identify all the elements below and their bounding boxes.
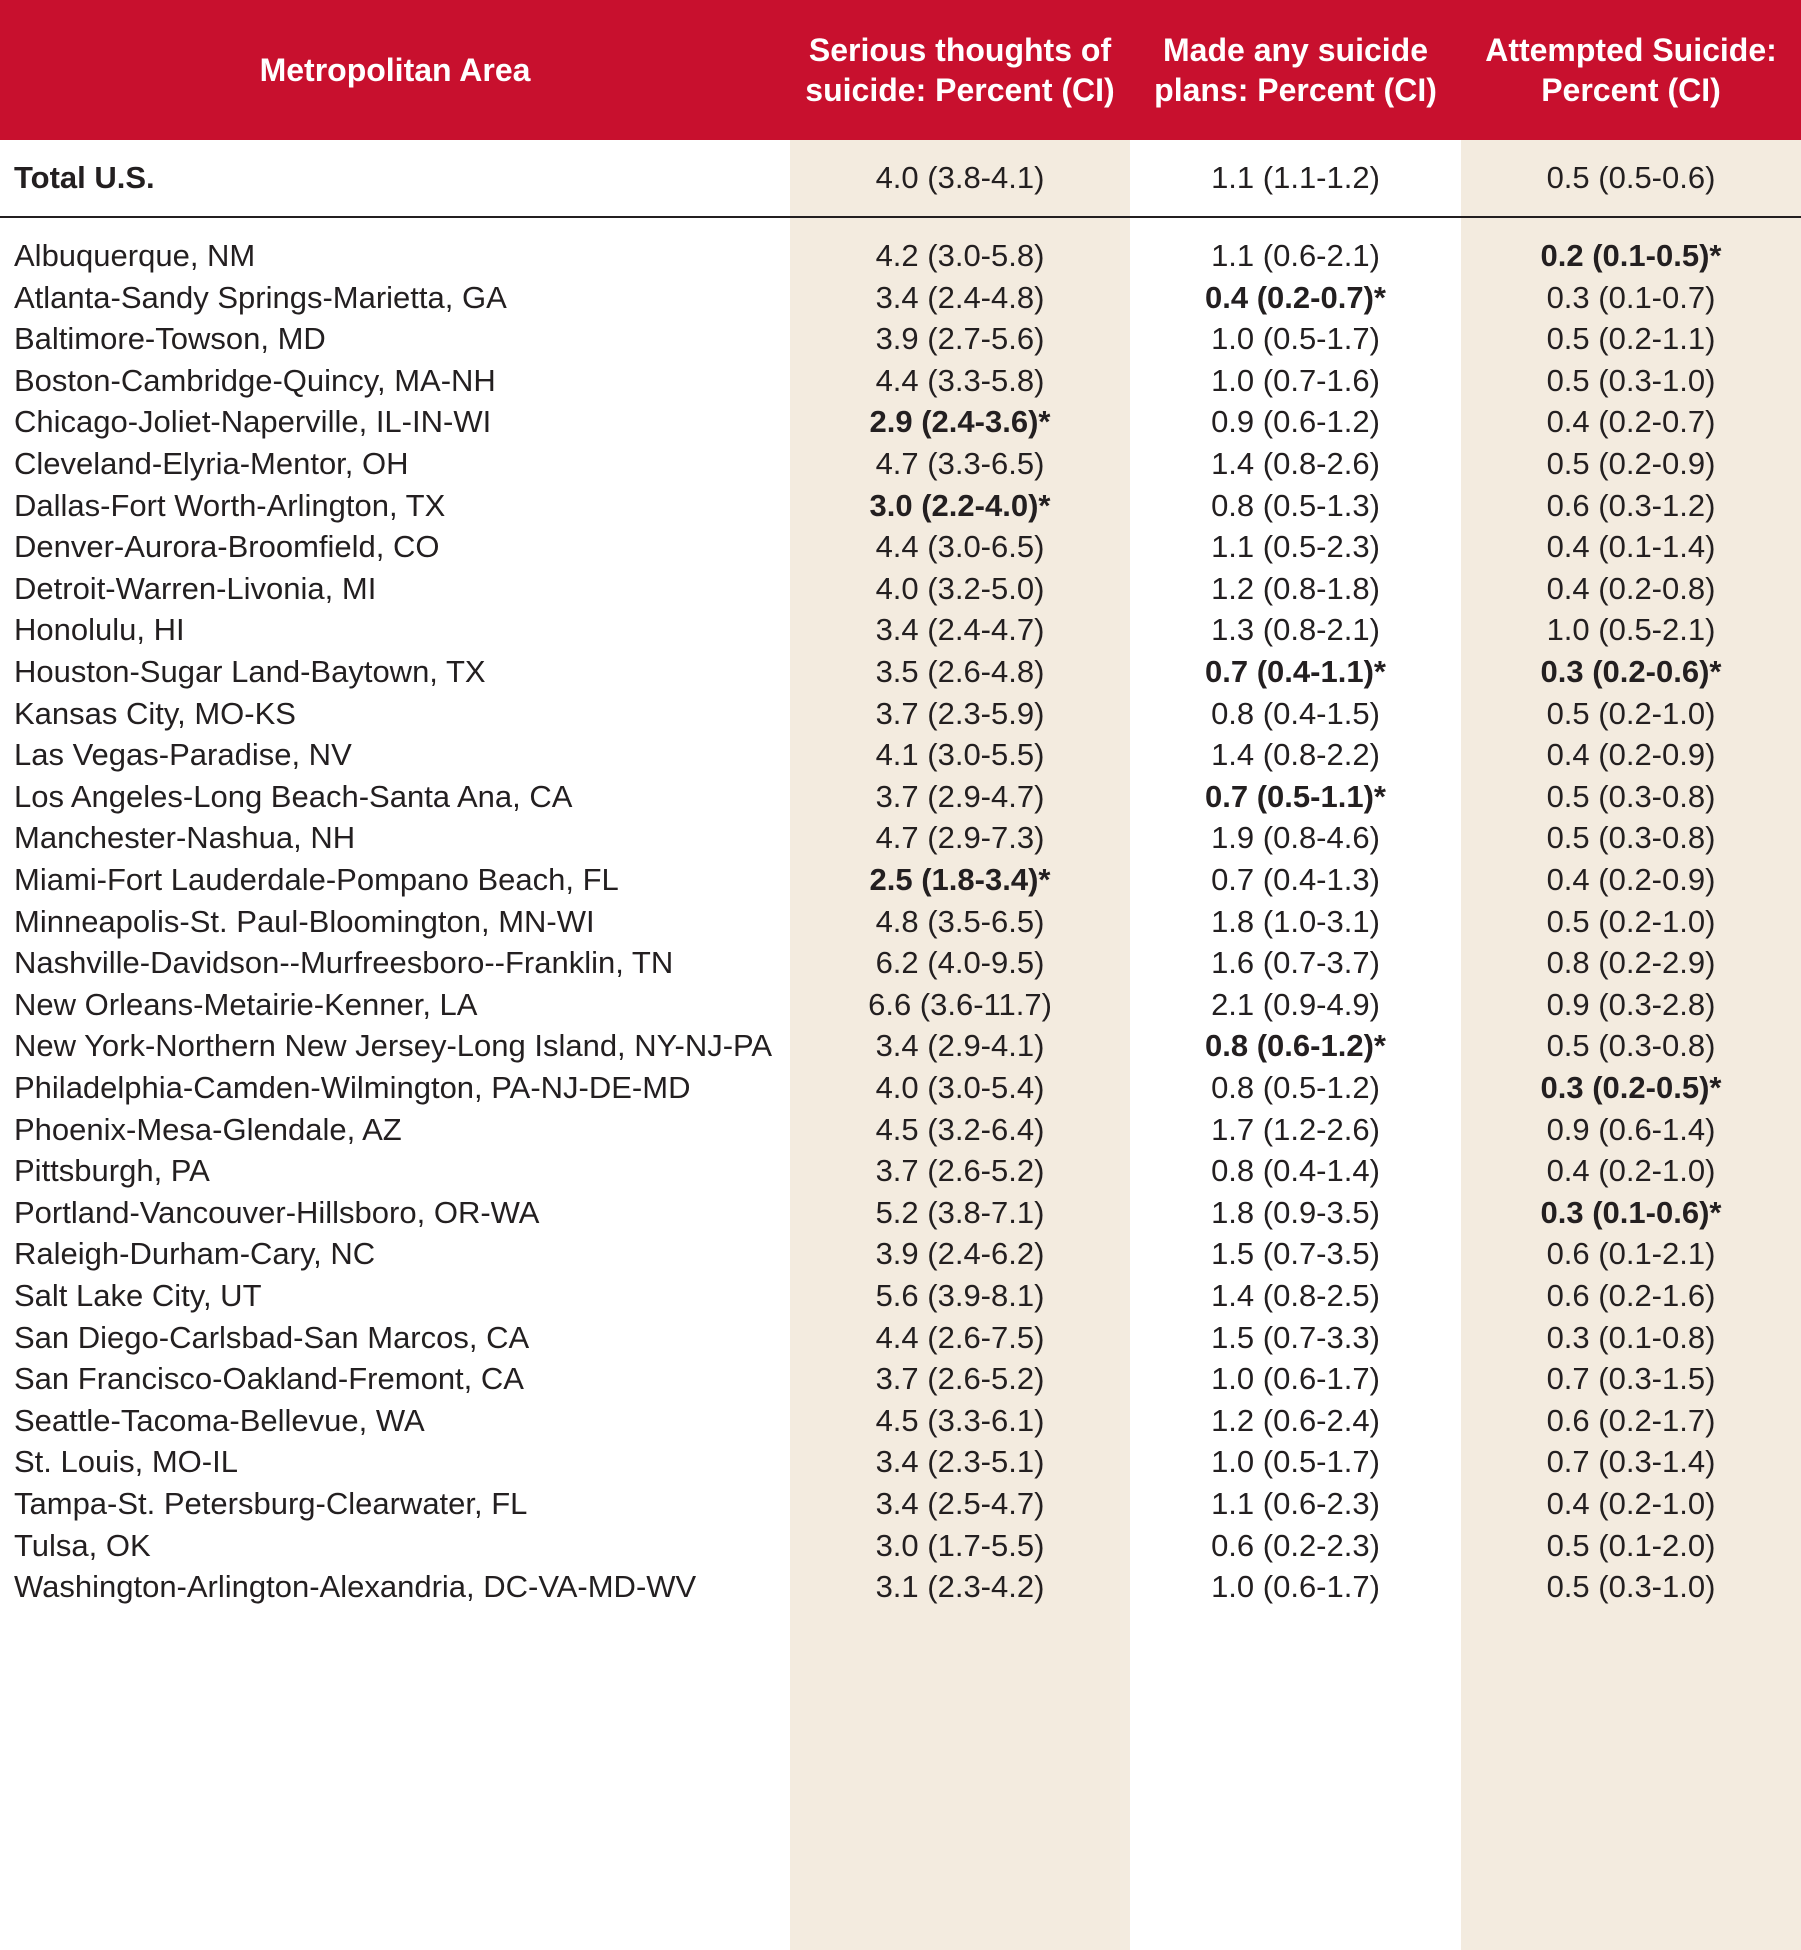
cell-plans: 0.7 (0.4-1.1)* (1205, 654, 1386, 689)
cell-thoughts: 3.5 (2.6-4.8) (875, 654, 1045, 689)
cell-attempted: 0.6 (0.2-1.6) (1546, 1278, 1716, 1313)
cell-plans: 0.8 (0.6-1.2)* (1205, 1028, 1386, 1064)
cell-area: Washington-Arlington-Alexandria, DC-VA-MD-WV (14, 1569, 697, 1605)
cell-attempted: 0.5 (0.3-1.0) (1546, 1569, 1716, 1605)
cell-thoughts: 5.2 (3.8-7.1) (875, 1194, 1045, 1230)
cell-area: San Diego-Carlsbad-San Marcos, CA (14, 1319, 530, 1355)
cell-plans: 0.7 (0.5-1.1)* (1205, 778, 1386, 814)
cell-thoughts: 4.4 (3.0-6.5) (875, 529, 1045, 565)
cell-thoughts: 3.4 (2.9-4.1) (875, 1028, 1045, 1064)
cell-attempted: 0.3 (0.2-0.6)* (1540, 654, 1722, 689)
header-attempted-suicide: Attempted Suicide: Percent (CI) (1485, 32, 1777, 108)
cell-thoughts: 6.6 (3.6-11.7) (868, 986, 1052, 1022)
cell-plans: 1.8 (0.9-3.5) (1211, 1194, 1380, 1230)
cell-thoughts: 3.1 (2.3-4.2) (875, 1569, 1045, 1605)
cell-attempted: 0.6 (0.3-1.2) (1546, 487, 1716, 523)
cell-plans: 1.1 (0.6-2.3) (1211, 1486, 1380, 1521)
cell-plans: 0.8 (0.4-1.4) (1211, 1153, 1380, 1189)
cell-attempted: 0.5 (0.2-0.9) (1546, 446, 1716, 481)
cell-area: San Francisco-Oakland-Fremont, CA (14, 1361, 524, 1397)
cell-attempted: 0.8 (0.2-2.9) (1546, 945, 1716, 981)
cell-plans: 1.0 (0.6-1.7) (1211, 1361, 1380, 1397)
cell-thoughts: 6.2 (4.0-9.5) (875, 945, 1045, 981)
cell-attempted: 0.4 (0.2-1.0) (1546, 1153, 1716, 1189)
total-plans: 1.1 (1.1-1.2) (1211, 160, 1380, 195)
cell-plans: 1.0 (0.7-1.6) (1211, 362, 1380, 398)
cell-attempted: 0.3 (0.1-0.8) (1546, 1319, 1716, 1355)
cell-plans: 1.0 (0.6-1.7) (1211, 1569, 1380, 1605)
cell-area: Tampa-St. Petersburg-Clearwater, FL (14, 1486, 528, 1521)
cell-area: New Orleans-Metairie-Kenner, LA (14, 986, 478, 1022)
cell-area: Nashville-Davidson--Murfreesboro--Franklin, TN (14, 945, 674, 981)
cell-attempted: 0.5 (0.1-2.0) (1546, 1527, 1716, 1563)
cell-attempted: 0.5 (0.2-1.0) (1546, 903, 1716, 939)
cell-area: Las Vegas-Paradise, NV (14, 737, 352, 773)
cell-attempted: 0.4 (0.2-0.7) (1546, 404, 1716, 440)
cell-plans: 1.0 (0.5-1.7) (1211, 1444, 1380, 1480)
cell-attempted: 0.3 (0.1-0.7) (1546, 279, 1716, 315)
cell-plans: 0.9 (0.6-1.2) (1211, 404, 1380, 440)
cell-area: Portland-Vancouver-Hillsboro, OR-WA (14, 1194, 540, 1230)
cell-thoughts: 4.1 (3.0-5.5) (875, 737, 1045, 773)
cell-attempted: 0.5 (0.3-0.8) (1546, 820, 1716, 856)
cell-thoughts: 3.4 (2.4-4.7) (875, 612, 1045, 648)
cell-plans: 1.4 (0.8-2.5) (1211, 1278, 1380, 1313)
cell-area: Philadelphia-Camden-Wilmington, PA-NJ-DE-MD (14, 1070, 691, 1105)
cell-thoughts: 3.0 (1.7-5.5) (875, 1527, 1045, 1563)
cell-plans: 1.1 (0.6-2.1) (1211, 238, 1380, 273)
cell-thoughts: 3.4 (2.5-4.7) (875, 1486, 1045, 1521)
total-separator (0, 216, 1801, 218)
cell-attempted: 0.9 (0.6-1.4) (1546, 1111, 1716, 1147)
cell-area: Los Angeles-Long Beach-Santa Ana, CA (14, 778, 573, 814)
cell-area: Cleveland-Elyria-Mentor, OH (14, 446, 409, 481)
cell-thoughts: 4.7 (3.3-6.5) (875, 446, 1045, 481)
cell-plans: 1.9 (0.8-4.6) (1211, 820, 1380, 856)
cell-plans: 1.8 (1.0-3.1) (1211, 903, 1380, 939)
cell-attempted: 0.5 (0.3-1.0) (1546, 362, 1716, 398)
cell-thoughts: 3.0 (2.2-4.0)* (869, 487, 1051, 523)
cell-area: Tulsa, OK (14, 1527, 151, 1563)
cell-area: Minneapolis-St. Paul-Bloomington, MN-WI (14, 903, 595, 939)
cell-plans: 1.3 (0.8-2.1) (1211, 612, 1380, 648)
cell-thoughts: 2.5 (1.8-3.4)* (869, 862, 1051, 897)
cell-attempted: 0.9 (0.3-2.8) (1546, 986, 1716, 1022)
cell-plans: 1.2 (0.8-1.8) (1211, 570, 1380, 606)
cell-plans: 1.4 (0.8-2.6) (1211, 446, 1380, 481)
cell-attempted: 0.7 (0.3-1.4) (1546, 1444, 1716, 1480)
header-suicide-plans: Made any suicide plans: Percent (CI) (1154, 32, 1437, 108)
cell-area: Honolulu, HI (14, 612, 185, 648)
cell-thoughts: 4.8 (3.5-6.5) (875, 903, 1045, 939)
cell-area: Boston-Cambridge-Quincy, MA-NH (14, 362, 496, 398)
cell-thoughts: 3.9 (2.7-5.6) (875, 321, 1045, 357)
total-row (0, 152, 1801, 204)
cell-area: New York-Northern New Jersey-Long Island, NY-NJ-PA (14, 1028, 773, 1064)
cell-plans: 0.8 (0.5-1.2) (1211, 1070, 1380, 1105)
cell-attempted: 0.5 (0.2-1.1) (1546, 321, 1716, 357)
cell-area: Phoenix-Mesa-Glendale, AZ (14, 1111, 402, 1147)
table-header (0, 0, 1801, 140)
cell-attempted: 0.7 (0.3-1.5) (1546, 1361, 1716, 1397)
cell-area: Salt Lake City, UT (14, 1278, 262, 1313)
cell-plans: 1.1 (0.5-2.3) (1211, 529, 1380, 565)
cell-thoughts: 4.2 (3.0-5.8) (875, 238, 1045, 273)
cell-attempted: 0.5 (0.3-0.8) (1546, 1028, 1716, 1064)
cell-thoughts: 3.7 (2.6-5.2) (875, 1361, 1045, 1397)
cell-thoughts: 4.4 (3.3-5.8) (875, 362, 1045, 398)
cell-thoughts: 4.5 (3.3-6.1) (875, 1402, 1045, 1438)
cell-plans: 0.8 (0.4-1.5) (1211, 695, 1380, 731)
cell-thoughts: 2.9 (2.4-3.6)* (869, 404, 1051, 440)
cell-thoughts: 4.4 (2.6-7.5) (875, 1319, 1045, 1355)
cell-area: Chicago-Joliet-Naperville, IL-IN-WI (14, 404, 492, 440)
cell-attempted: 1.0 (0.5-2.1) (1546, 612, 1716, 648)
cell-plans: 1.5 (0.7-3.3) (1211, 1319, 1380, 1355)
cell-area: Miami-Fort Lauderdale-Pompano Beach, FL (14, 862, 619, 897)
cell-thoughts: 3.9 (2.4-6.2) (875, 1236, 1045, 1272)
cell-area: Detroit-Warren-Livonia, MI (14, 570, 377, 606)
table-row (0, 1561, 1801, 1613)
cell-thoughts: 3.7 (2.3-5.9) (875, 695, 1045, 731)
cell-thoughts: 3.7 (2.6-5.2) (875, 1153, 1045, 1189)
cell-thoughts: 5.6 (3.9-8.1) (875, 1278, 1045, 1313)
cell-area: Atlanta-Sandy Springs-Marietta, GA (14, 279, 507, 315)
total-attempted: 0.5 (0.5-0.6) (1546, 160, 1716, 195)
cell-plans: 1.0 (0.5-1.7) (1211, 321, 1380, 357)
cell-attempted: 0.5 (0.3-0.8) (1546, 778, 1716, 814)
cell-area: Kansas City, MO-KS (14, 695, 296, 731)
cell-thoughts: 4.0 (3.0-5.4) (875, 1070, 1045, 1105)
cell-attempted: 0.6 (0.1-2.1) (1546, 1236, 1716, 1272)
cell-area: Pittsburgh, PA (14, 1153, 210, 1189)
cell-plans: 2.1 (0.9-4.9) (1211, 986, 1380, 1022)
cell-plans: 1.5 (0.7-3.5) (1211, 1236, 1380, 1272)
cell-area: St. Louis, MO-IL (14, 1444, 238, 1480)
cell-attempted: 0.3 (0.2-0.5)* (1540, 1070, 1722, 1105)
cell-attempted: 0.4 (0.2-0.9) (1546, 862, 1716, 897)
cell-area: Dallas-Fort Worth-Arlington, TX (14, 487, 446, 523)
cell-attempted: 0.4 (0.2-0.8) (1546, 570, 1716, 606)
cell-attempted: 0.6 (0.2-1.7) (1546, 1402, 1716, 1438)
cell-plans: 1.6 (0.7-3.7) (1211, 945, 1380, 981)
cell-plans: 0.8 (0.5-1.3) (1211, 487, 1380, 523)
header-metropolitan-area: Metropolitan Area (259, 52, 531, 88)
cell-plans: 1.4 (0.8-2.2) (1211, 737, 1380, 773)
cell-plans: 1.2 (0.6-2.4) (1211, 1402, 1380, 1438)
cell-thoughts: 4.7 (2.9-7.3) (875, 820, 1045, 856)
cell-area: Albuquerque, NM (14, 238, 256, 273)
cell-thoughts: 3.4 (2.4-4.8) (875, 279, 1045, 315)
cell-thoughts: 4.5 (3.2-6.4) (875, 1111, 1045, 1147)
cell-thoughts: 3.4 (2.3-5.1) (875, 1444, 1045, 1480)
cell-plans: 0.7 (0.4-1.3) (1211, 862, 1380, 897)
cell-attempted: 0.4 (0.1-1.4) (1546, 529, 1716, 565)
cell-attempted: 0.5 (0.2-1.0) (1546, 695, 1716, 731)
header-serious-thoughts: Serious thoughts of suicide: Percent (CI) (805, 32, 1115, 108)
cell-thoughts: 4.0 (3.2-5.0) (875, 570, 1045, 606)
cell-area: Raleigh-Durham-Cary, NC (14, 1236, 376, 1272)
cell-plans: 0.4 (0.2-0.7)* (1205, 279, 1386, 315)
total-area: Total U.S. (14, 160, 155, 195)
cell-attempted: 0.4 (0.2-1.0) (1546, 1486, 1716, 1521)
total-thoughts: 4.0 (3.8-4.1) (875, 160, 1045, 195)
cell-area: Houston-Sugar Land-Baytown, TX (14, 654, 486, 689)
cell-attempted: 0.3 (0.1-0.6)* (1540, 1194, 1722, 1230)
cell-area: Denver-Aurora-Broomfield, CO (14, 529, 440, 565)
cell-area: Seattle-Tacoma-Bellevue, WA (14, 1402, 425, 1438)
cell-attempted: 0.4 (0.2-0.9) (1546, 737, 1716, 773)
cell-plans: 0.6 (0.2-2.3) (1211, 1527, 1380, 1563)
cell-area: Baltimore-Towson, MD (14, 321, 326, 357)
cell-attempted: 0.2 (0.1-0.5)* (1540, 238, 1722, 273)
cell-plans: 1.7 (1.2-2.6) (1211, 1111, 1380, 1147)
cell-area: Manchester-Nashua, NH (14, 820, 356, 856)
cell-thoughts: 3.7 (2.9-4.7) (875, 778, 1045, 814)
